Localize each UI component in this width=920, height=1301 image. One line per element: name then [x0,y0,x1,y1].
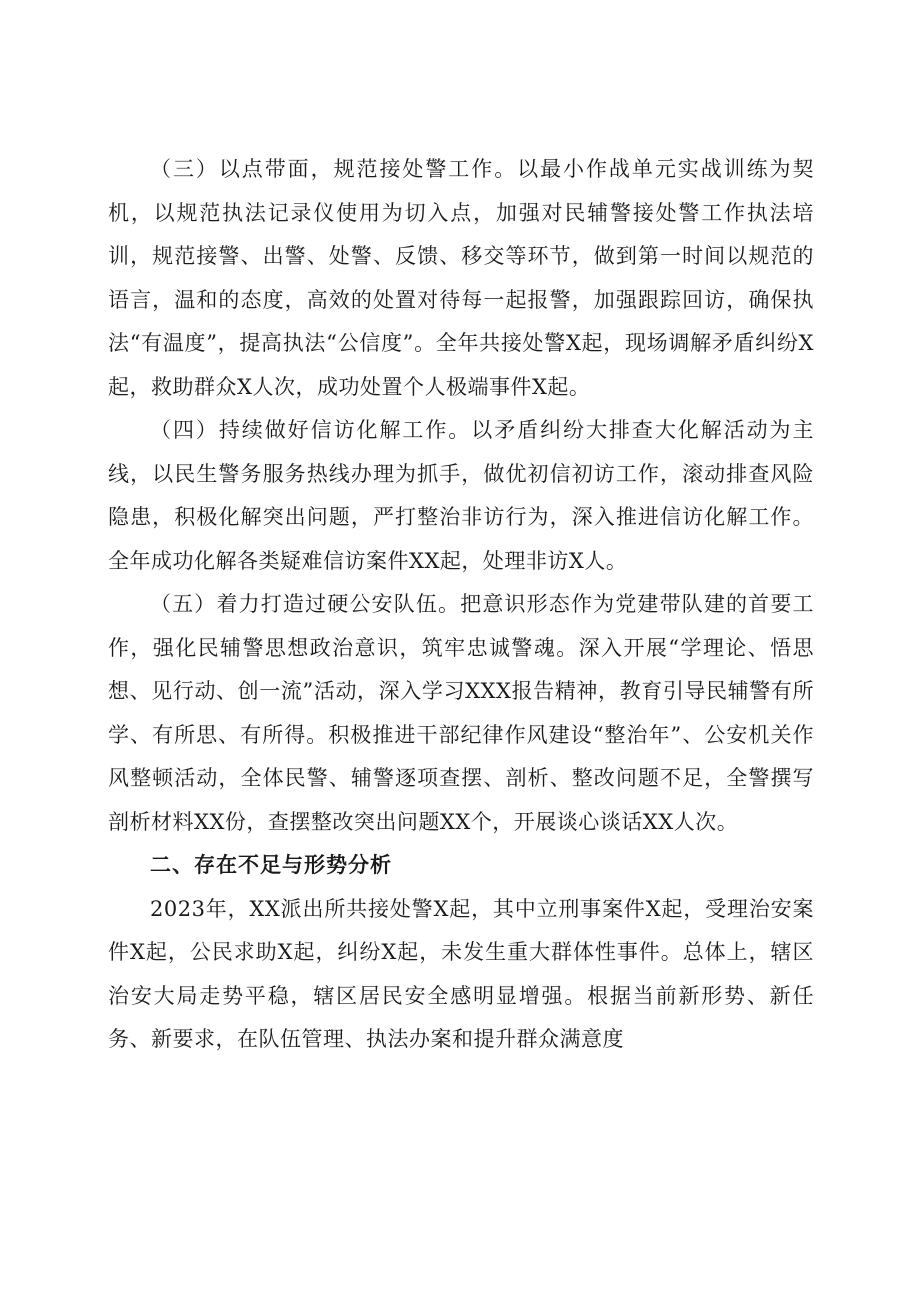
document-body [108,148,814,1062]
paragraph-5: （五）着力打造过硬公安队伍。把意识形态作为党建带队建的首要工作，强化民辅警思想政治意识，筑牢忠诚警魂。深入开展“学理论、悟思想、见行动、创一流”活动，深入学习XXX报告精神，教育引导民辅警有所学、有所思、有所得。积极推进干部纪律作风建设“整治年”、公安机关作风整顿活动，全体民警、辅警逐项查摆、剖析、整改问题不足，全警撰写剖析材料XX份，查摆整改突出问题XX个，开展谈心谈话XX人次。 [108,592,814,834]
paragraph-3: （三）以点带面，规范接处警工作。以最小作战单元实战训练为契机，以规范执法记录仪使用为切入点，加强对民辅警接处警工作执法培训，规范接警、出警、处警、反馈、移交等环节，做到第一时间以规范的语言，温和的态度，高效的处置对待每一起报警，加强跟踪回访，确保执法“有温度”，提高执法“公信度”。全年共接处警X起，现场调解矛盾纠纷X起，救助群众X人次，成功处置个人极端事件X起。 [108,157,814,399]
paragraph-6: 2023年，XX派出所共接处警X起，其中立刑事案件X起，受理治安案件X起，公民求助X起，纠纷X起，未发生重大群体性事件。总体上，辖区治安大局走势平稳，辖区居民安全感明显增强。根据当前新形势、新任务、新要求，在队伍管理、执法办案和提升群众满意度 [108,896,814,1051]
section-heading-2: 二、存在不足与形势分析 [150,853,392,877]
paragraph-4: （四）持续做好信访化解工作。以矛盾纠纷大排查大化解活动为主线，以民生警务服务热线办理为抓手，做优初信初访工作，滚动排查风险隐患，积极化解突出问题，严打整治非访行为，深入推进信访化解工作。全年成功化解各类疑难信访案件XX起，处理非访X人。 [108,418,814,573]
